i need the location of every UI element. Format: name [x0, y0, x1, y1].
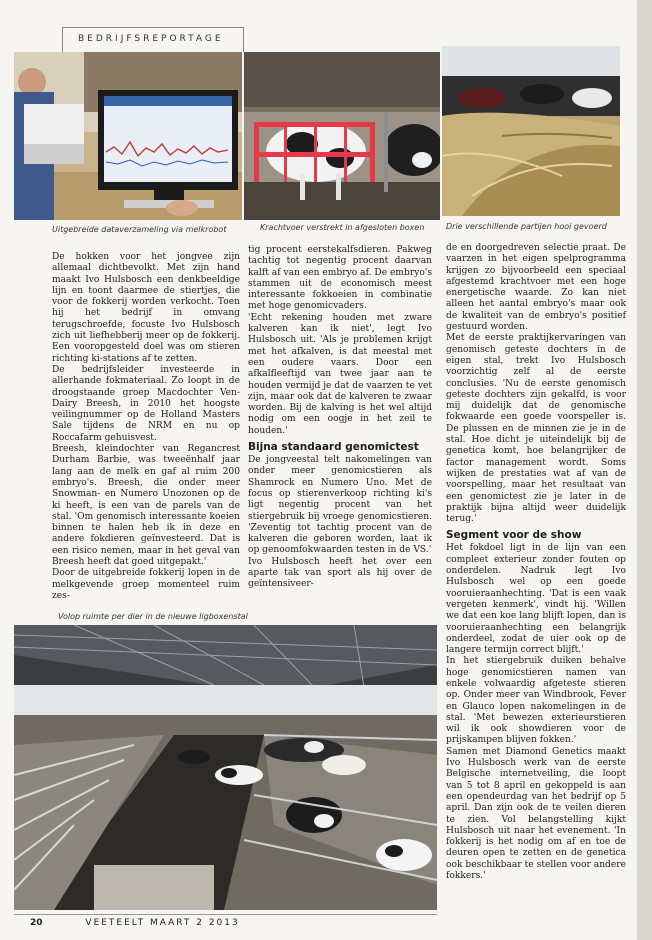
magazine-issue: VEETEELT MAART 2 2013 [85, 918, 240, 928]
paragraph: De hokken voor het jongvee zijn allemaal dichtbevolkt. Met zijn hand maakt Ivo Hulsbosch een denkbeeldige lijn en toont daarmee de stiertjes, die voor de fokkerij worden verkocht. Toen hij het bedrijf in omvang terugschroefde, focuste Ivo Hulsbosch zich uit liefhebberij meer op de fokkerij. Een vooropgesteld doel was om stieren richting ki-stations af te zetten. [52, 252, 240, 364]
article-column-2 [248, 245, 432, 591]
paragraph: 'Echt rekening houden met zware kalveren kan ik niet', legt Ivo Hulsbosch uit. 'Als je problemen krijgt met het afkalven, is dat meestal met een oudere vaars. Door een afkalfleeftijd van twee jaar aan te houden vermijd je dat de vaarzen te vet zijn, maar ook dat de kalveren te zwaar worden. Bij de kalving is het wel altijd nodig om een oogje in het zeil te houden.' [248, 312, 432, 436]
photo-milking-robot [14, 52, 242, 220]
paragraph: In het stiergebruik duiken behalve hoge genomicstieren namen van enkele volwaardig afgeteste stieren op. Onder meer van Windbrook, Fever en Glauco lopen nakomelingen in de stal. 'Met bewezen exterieurstieren wil ik ook showdieren voor de prijskampen blijven fokken.' [446, 656, 626, 746]
paragraph: Met de eerste praktijkervaringen van genomisch geteste dochters in de eigen stal, trekt Ivo Hulsbosch voorzichtig zelf al de eerste conclusies. 'Nu de eerste genomisch geteste dochters zijn gekalfd, is voor mij duidelijk dat de genomische fokwaarde een goede voorspeller is. De plussen en de minnen zie je in de stal. Hoe dicht je uiteindelijk bij de genetica komt, hoe belangrijker de factor management wordt. Soms wijken de prestaties wat af van de voorspelling, maar het resultaat van een genomictest zie je later in de praktijk bijna altijd weer duidelijk terug.' [446, 333, 626, 525]
photo-feeding-box [244, 52, 440, 220]
page-number: 20 [30, 918, 43, 928]
paragraph: tig procent eerstekalfsdieren. Pakweg tachtig tot negentig procent daarvan kalft af van een embryo af. De embryo's stammen uit de economisch meest interessante fokkoeien in combinatie met hoge genomicvaders. [248, 245, 432, 312]
article-column-1 [52, 252, 240, 602]
caption-hay: Drie verschillende partijen hooi gevoerd [446, 222, 607, 231]
paragraph: De bedrijfsleider investeerde in allerhande fokmateriaal. Zo loopt in de droogstaande groep Macdochter Ven-Dairy Breesh, in 2010 het hoogste veilingnummer op de Holland Masters Sale tijdens de NRM en nu op Roccafarm gehuisvest. [52, 364, 240, 443]
caption-milking-robot: Uitgebreide dataverzameling via melkrobot [52, 225, 227, 234]
article-column-3 [446, 243, 626, 882]
paragraph: Het fokdoel ligt in de lijn van een compleet exterieur zonder fouten op onderdelen. Nadruk legt Ivo Hulsbosch wel op een goede vooruieraanhechting. 'Dat is een vaak vergeten kenmerk', vindt hij. 'Willen we dat een koe lang blijft lopen, dan is vooruieraanhechting een belangrijk onderdeel, zodat de uier ook op de langere termijn correct blijft.' [446, 543, 626, 656]
paragraph: Samen met Diamond Genetics maakt Ivo Hulsbosch werk van de eerste Belgische internetveiling, die loopt van 5 tot 8 april en gekoppeld is aan een opendeurdag van het bedrijf op 5 april. Dan zijn ook de te veilen dieren te zien. Vol belangstelling kijkt Hulsbosch uit naar het evenement. 'In fokkerij is het nodig om af en toe de deuren open te zetten en de genetica ook beschikbaar te stellen voor andere fokkers.' [446, 746, 626, 882]
section-label: BEDRIJFSREPORTAGE [78, 34, 224, 44]
caption-feeding-box: Krachtvoer verstrekt in afgesloten boxen [260, 223, 425, 232]
paragraph: De jongveestal telt nakomelingen van onder meer genomicstieren als Shamrock en Numero Uno. Met de focus op stierenverkoop richting ki's ligt negentig procent van het stiergebruik bij vroege genomicstieren. 'Zeventig tot tachtig procent van de kalveren die geboren worden, laat ik op genoomfokwaarden testen in de VS.' [248, 455, 432, 556]
photo-barn [14, 625, 437, 910]
subheading: Segment voor de show [446, 529, 582, 542]
footer [30, 918, 240, 928]
subheading: Bijna standaard genomictest [248, 441, 419, 454]
caption-barn: Volop ruimte per dier in de nieuwe ligboxenstal [58, 612, 248, 621]
paragraph: Breesh, kleindochter van Regancrest Durham Barbie, was tweeënhalf jaar lang aan de melk en gaf al ruim 200 embryo's. Breesh, die onder meer Snowman- en Numero Unozonen op de ki heeft, is een van de parels van de stal. 'Om genomisch interessante koeien binnen te halen heb ik in deze en andere fokdieren geïnvesteerd. Dat is een risico nemen, maar in het geval van Breesh heeft dat goed uitgepakt.' [52, 444, 240, 568]
photo-hay [442, 46, 620, 216]
footer-rule [14, 914, 437, 915]
page-edge [637, 0, 652, 940]
paragraph: Ivo Hulsbosch heeft het over een aparte tak van sport als hij over de geïntensiveer- [248, 556, 432, 590]
paragraph: de en doorgedreven selectie praat. De vaarzen in het eigen spelprogramma krijgen zo bijvoorbeeld een speciaal afgestemd krachtvoer met een hoge energetische waarde. Zo kan niet alleen het aantal embryo's maar ook de kwaliteit van de embryo's positief gestuurd worden. [446, 243, 626, 333]
paragraph: Door de uitgebreide fokkerij lopen in de melkgevende groep momenteel ruim zes- [52, 568, 240, 601]
